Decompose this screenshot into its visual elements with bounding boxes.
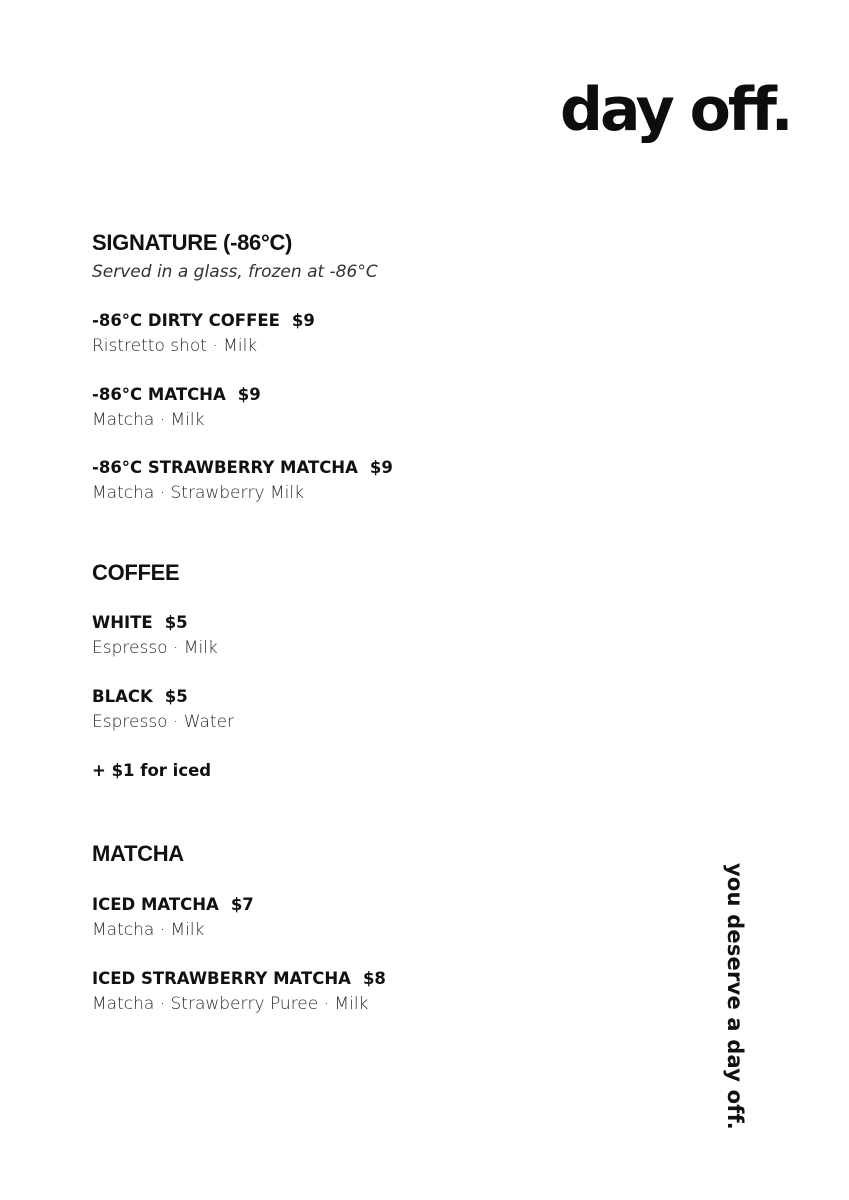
item-title: ICED MATCHA — [92, 895, 219, 914]
menu-item-name — [92, 311, 315, 330]
section-subtitle-signature: Served in a glass, frozen at -86°C — [92, 262, 378, 282]
item-title: -86°C DIRTY COFFEE — [92, 311, 280, 330]
item-title: ICED STRAWBERRY MATCHA — [92, 969, 351, 988]
menu-item-name — [92, 385, 261, 404]
item-price: $5 — [164, 613, 188, 632]
menu-item-description: Matcha · Milk — [92, 920, 205, 940]
section-title-matcha: MATCHA — [92, 841, 184, 866]
item-title: -86°C STRAWBERRY MATCHA — [92, 458, 358, 477]
item-title: WHITE — [92, 613, 153, 632]
menu-item-description: Espresso · Milk — [92, 638, 218, 658]
item-price: $9 — [237, 385, 261, 404]
menu-item-description: Ristretto shot · Milk — [92, 336, 258, 356]
menu-item-name — [92, 613, 188, 632]
menu-item-name — [92, 458, 393, 477]
item-title: -86°C MATCHA — [92, 385, 226, 404]
item-price: $9 — [291, 311, 315, 330]
menu-item-description: Matcha · Strawberry Milk — [92, 483, 304, 503]
menu-item-name — [92, 687, 188, 706]
item-price: $9 — [369, 458, 393, 477]
item-price: $8 — [362, 969, 386, 988]
item-title: BLACK — [92, 687, 153, 706]
menu-item-name — [92, 969, 386, 988]
item-price: $5 — [164, 687, 188, 706]
brand-tagline: you deserve a day off. — [723, 863, 747, 1130]
iced-surcharge-note: + $1 for iced — [92, 761, 212, 780]
item-price: $7 — [230, 895, 254, 914]
brand-logo: day off. — [560, 75, 791, 145]
section-title-signature: SIGNATURE (-86°C) — [92, 230, 293, 255]
menu-item-name — [92, 895, 254, 914]
section-title-coffee: COFFEE — [92, 560, 180, 585]
menu-item-description: Matcha · Strawberry Puree · Milk — [92, 994, 369, 1014]
menu-item-description: Matcha · Milk — [92, 410, 205, 430]
menu-item-description: Espresso · Water — [92, 712, 235, 732]
